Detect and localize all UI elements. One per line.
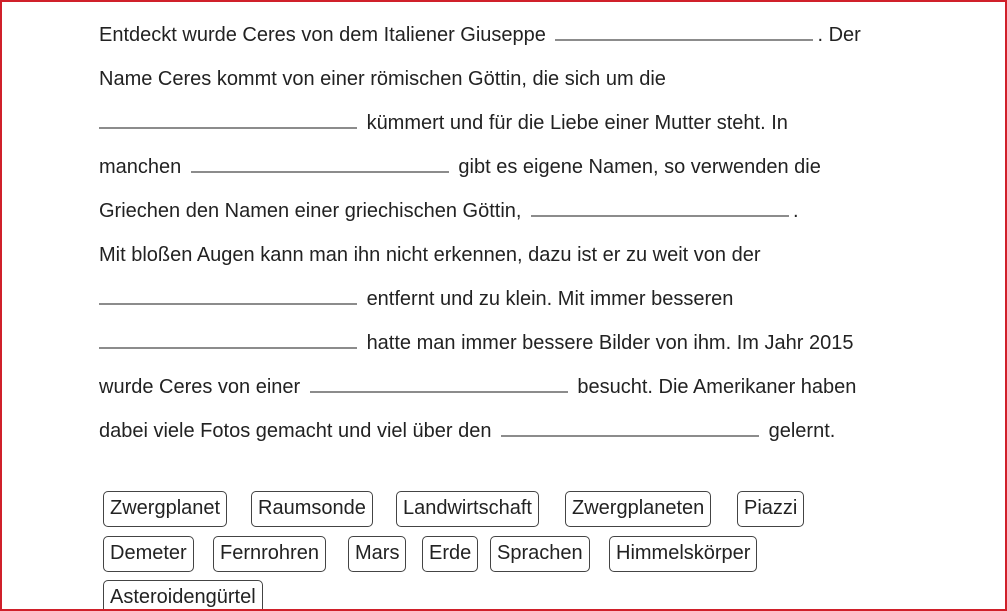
word-chip[interactable]: Erde bbox=[422, 536, 478, 572]
word-chip[interactable]: Demeter bbox=[103, 536, 194, 572]
cloze-text-segment: entfernt und zu klein. Mit immer besseren bbox=[366, 288, 734, 310]
word-chip[interactable]: Asteroidengürtel bbox=[103, 580, 263, 611]
answer-blank-6[interactable] bbox=[99, 333, 357, 349]
cloze-text-segment: kümmert und für die Liebe einer Mutter steht. In bbox=[366, 112, 788, 134]
answer-blank-7[interactable] bbox=[310, 377, 568, 393]
cloze-text-segment: Name Ceres kommt von einer römischen Göttin, die sich um die bbox=[99, 68, 666, 90]
cloze-line-4 bbox=[99, 155, 821, 179]
cloze-line-1 bbox=[99, 23, 861, 47]
cloze-text-segment: dabei viele Fotos gemacht und viel über den bbox=[99, 420, 492, 442]
cloze-line-5 bbox=[99, 199, 799, 223]
cloze-text-segment: Mit bloßen Augen kann man ihn nicht erkennen, dazu ist er zu weit von der bbox=[99, 244, 761, 266]
cloze-text-segment: hatte man immer bessere Bilder von ihm. Im Jahr 2015 bbox=[366, 332, 854, 354]
cloze-line-7 bbox=[99, 287, 733, 311]
answer-blank-2[interactable] bbox=[99, 113, 357, 129]
answer-blank-1[interactable] bbox=[555, 25, 813, 41]
word-chip[interactable]: Piazzi bbox=[737, 491, 804, 527]
cloze-text-segment: besucht. Die Amerikaner haben bbox=[577, 376, 857, 398]
cloze-line-9 bbox=[99, 375, 856, 399]
cloze-text-segment: Griechen den Namen einer griechischen Göttin, bbox=[99, 200, 522, 222]
answer-blank-4[interactable] bbox=[531, 201, 789, 217]
word-chip[interactable]: Sprachen bbox=[490, 536, 590, 572]
word-chip[interactable]: Himmelskörper bbox=[609, 536, 757, 572]
cloze-line-8 bbox=[99, 331, 853, 355]
answer-blank-5[interactable] bbox=[99, 289, 357, 305]
word-chip[interactable]: Landwirtschaft bbox=[396, 491, 539, 527]
cloze-text-segment: gibt es eigene Namen, so verwenden die bbox=[458, 156, 821, 178]
answer-blank-3[interactable] bbox=[191, 157, 449, 173]
cloze-line-10 bbox=[99, 419, 835, 443]
cloze-text-segment: gelernt. bbox=[768, 420, 836, 442]
word-chip[interactable]: Zwergplaneten bbox=[565, 491, 711, 527]
cloze-line-2 bbox=[99, 67, 666, 91]
cloze-text-segment: wurde Ceres von einer bbox=[99, 376, 301, 398]
word-chip[interactable]: Mars bbox=[348, 536, 406, 572]
cloze-text-segment: . bbox=[793, 200, 799, 222]
cloze-text-segment: manchen bbox=[99, 156, 182, 178]
cloze-line-6 bbox=[99, 243, 761, 267]
cloze-text-segment: . Der bbox=[817, 24, 861, 46]
word-chip[interactable]: Zwergplanet bbox=[103, 491, 227, 527]
answer-blank-8[interactable] bbox=[501, 421, 759, 437]
cloze-text-segment: Entdeckt wurde Ceres von dem Italiener Giuseppe bbox=[99, 24, 546, 46]
word-chip[interactable]: Raumsonde bbox=[251, 491, 373, 527]
cloze-line-3 bbox=[99, 111, 788, 135]
word-chip[interactable]: Fernrohren bbox=[213, 536, 326, 572]
